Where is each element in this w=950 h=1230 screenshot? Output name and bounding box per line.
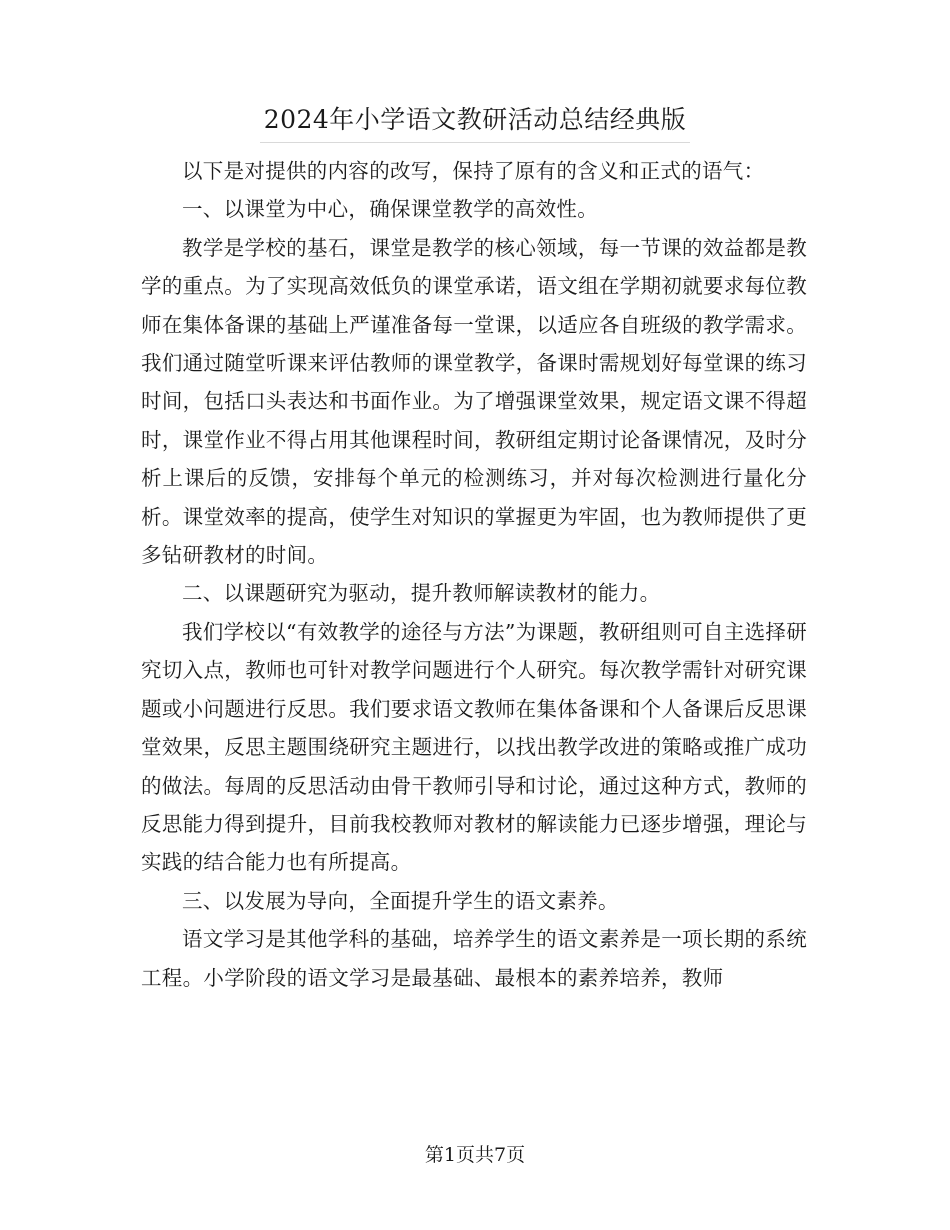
document-title: 2024年小学语文教研活动总结经典版 [260,100,691,143]
intro-paragraph: 以下是对提供的内容的改写，保持了原有的含义和正式的语气： [182,159,765,183]
section-heading-2: 二、以课题研究为驱动，提升教师解读教材的能力。 [182,581,661,606]
body-paragraph-1: 教学是学校的基石，课堂是教学的核心领域，每一节课的效益都是教学的重点。为了实现高效低负的课堂承诺，语文组在学期初就要求每位教师在集体备课的基础上严谨准备每一堂课，以适应各自班级的教学需求。我们通过随堂听课来评估教师的课堂教学，备课时需规划好每堂课的练习时间，包括口头表达和书面作业。为了增强课堂效果，规定语文课不得超时，课堂作业不得占用其他课程时间，教研组定期讨论备课情况，及时分析上课后的反馈，安排每个单元的检测练习，并对每次检测进行量化分析。课堂效率的提高，使学生对知识的掌握更为牢固，也为教师提供了更多钻研教材的时间。 [141,235,807,568]
document-body [141,152,807,997]
body-paragraph-2: 我们学校以“有效教学的途径与方法”为课题，教研组则可自主选择研究切入点，教师也可针对教学问题进行个人研究。每次教学需针对研究课题或小问题进行反思。我们要求语文教师在集体备课和个人备课后反思课堂效果，反思主题围绕研究主题进行，以找出教学改进的策略或推广成功的做法。每周的反思活动由骨干教师引导和讨论，通过这种方式，教师的反思能力得到提升，目前我校教师对教材的解读能力已逐步增强，理论与实践的结合能力也有所提高。 [141,619,807,875]
page-footer: 第1页共7页 [424,1144,526,1166]
section-heading-3: 三、以发展为导向，全面提升学生的语文素养。 [182,888,619,913]
body-paragraph-3: 语文学习是其他学科的基础，培养学生的语文素养是一项长期的系统工程。小学阶段的语文学习是最基础、最根本的素养培养，教师 [141,927,807,990]
title-block [0,100,950,143]
section-heading-1: 一、以课堂为中心，确保课堂教学的高效性。 [182,197,598,222]
